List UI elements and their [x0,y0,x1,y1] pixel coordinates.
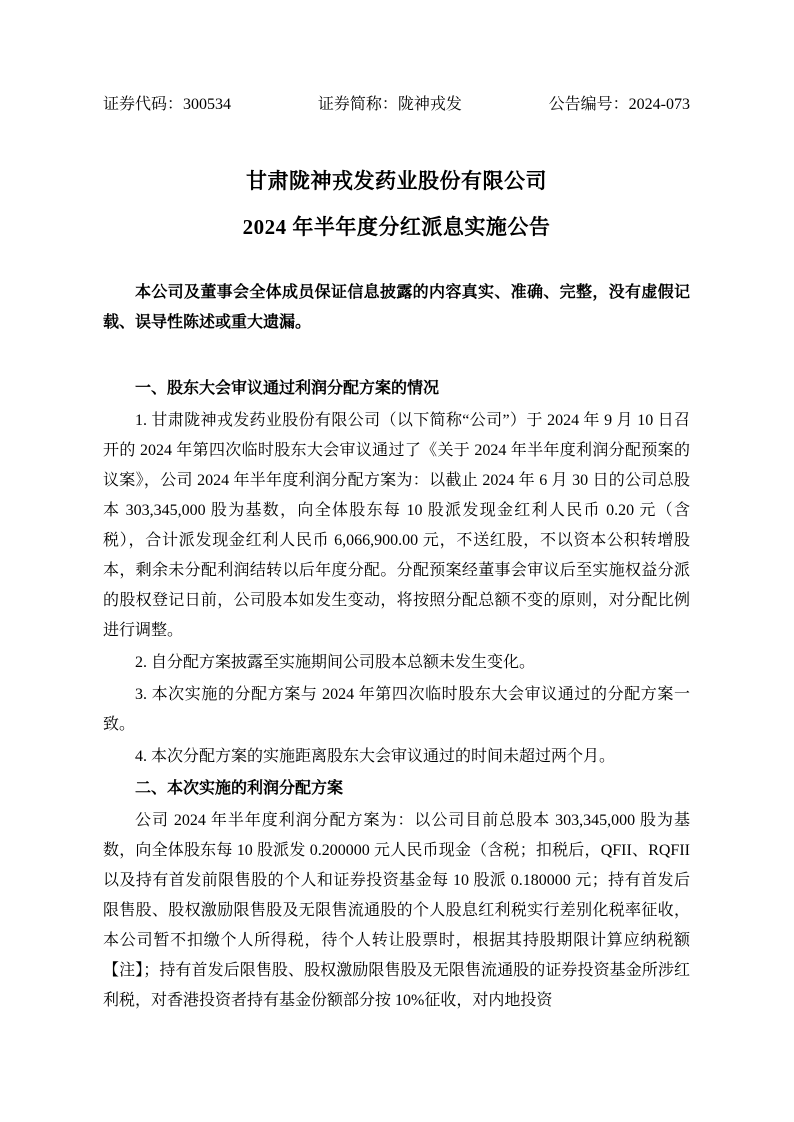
disclosure-statement: 本公司及董事会全体成员保证信息披露的内容真实、准确、完整，没有虚假记载、误导性陈述或重大遗漏。 [103,284,690,331]
stock-code-value: 300534 [183,96,232,113]
stock-short-name-value: 陇神戎发 [397,96,462,113]
section-1-paragraph-1: 1. 甘肃陇神戎发药业股份有限公司（以下简称“公司”）于 2024 年 9 月 10 日召开的 2024 年第四次临时股东大会审议通过了《关于 2024 年半年度利润分配预案的议案》，公司 2024 年半年度利润分配方案为：以截止 2024 年 6 月 30 日的公司总股本 303,345,000 股为基数，向全体股东每 10 股派发现金红利人民币 0.20 元（含税），合计派发现金红利人民币 6,066,900.00 元，不送红股，不以资本公积转增股本，剩余未分配利润结转以后年度分配。分配预案经董事会审议后至实施权益分派的股权登记日前，公司股本如发生变动，将按照分配总额不变的原则，对分配比例进行调整。 [103,412,690,639]
announcement-number-label: 公告编号： [548,96,629,113]
stock-code-label: 证券代码： [103,96,184,113]
announcement-title: 2024 年半年度分红派息实施公告 [242,215,551,239]
section-1-heading: 一、股东大会审议通过利润分配方案的情况 [135,380,440,397]
section-2-paragraph-1: 公司 2024 年半年度利润分配方案为：以公司目前总股本 303,345,000 股为基数，向全体股东每 10 股派发 0.200000 元人民币现金（含税；扣税后，QFII、RQFII 以及持有首发前限售股的个人和证券投资基金每 10 股派 0.180000 元；持有首发后限售股、股权激励限售股及无限售流通股的个人股息红利税实行差别化税率征收，本公司暂不扣缴个人所得税，待个人转让股票时，根据其持股期限计算应纳税额【注】；持有首发后限售股、股权激励限售股及无限售流通股的证券投资基金所涉红利税，对香港投资者持有基金份额部分按 10%征收，对内地投资 [103,812,690,1009]
section-2-heading: 二、本次实施的利润分配方案 [135,780,344,797]
announcement-number [549,94,690,116]
announcement-meta-row [103,94,690,116]
stock-short-name [318,94,462,116]
section-1-paragraph-4: 4. 本次分配方案的实施距离股东大会审议通过的时间未超过两个月。 [135,748,616,765]
section-1-paragraph-3: 3. 本次实施的分配方案与 2024 年第四次临时股东大会审议通过的分配方案一致。 [103,686,690,733]
stock-short-name-label: 证券简称： [317,96,398,113]
announcement-number-value: 2024-073 [628,96,690,113]
company-title: 甘肃陇神戎发药业股份有限公司 [246,169,547,193]
stock-code [103,94,231,116]
section-1-paragraph-2: 2. 自分配方案披露至实施期间公司股本总额未发生变化。 [135,654,536,671]
